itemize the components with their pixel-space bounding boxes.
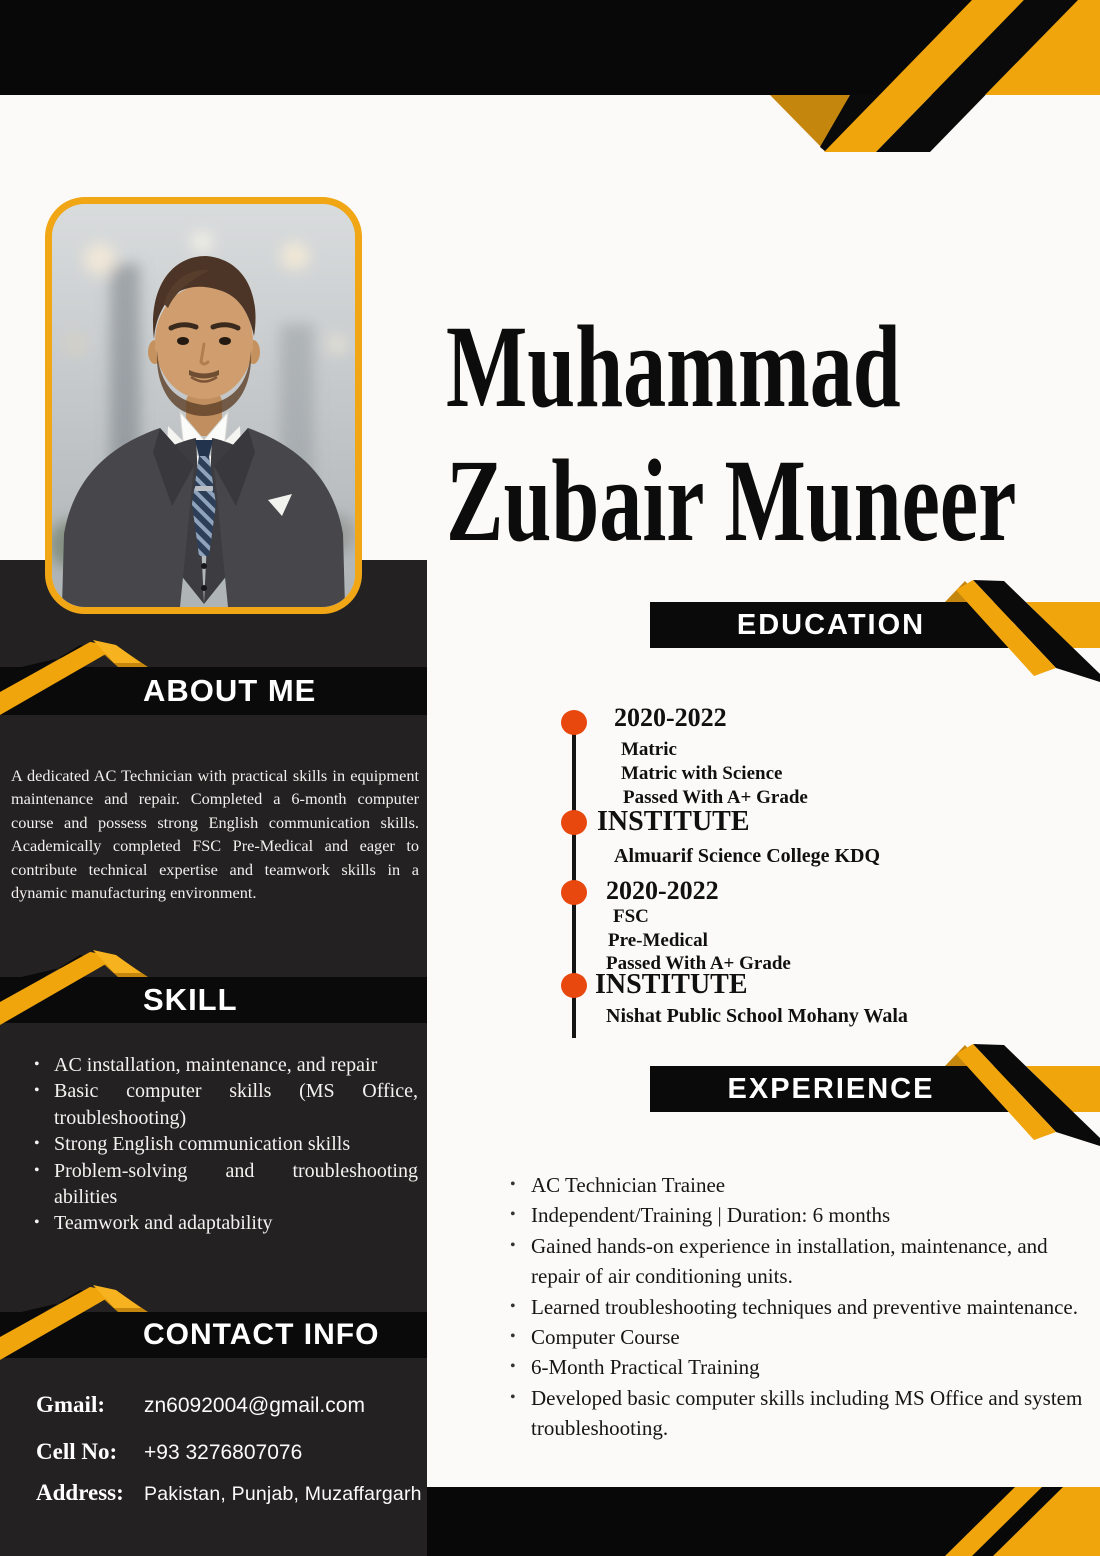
profile-photo xyxy=(45,197,362,614)
experience-item: • 6-Month Practical Training xyxy=(505,1352,1083,1382)
contact-row-gmail xyxy=(36,1392,430,1418)
experience-item: • Independent/Training | Duration: 6 months xyxy=(505,1200,1083,1230)
contact-label: Cell No: xyxy=(36,1439,118,1464)
timeline-dot xyxy=(561,973,587,998)
person-name-line1: Muhammad xyxy=(446,301,901,432)
contact-value-address: Pakistan, Punjab, Muzaffargarh xyxy=(144,1483,422,1505)
education-institute-label: INSTITUTE xyxy=(595,969,748,1000)
experience-item: • AC Technician Trainee xyxy=(505,1170,1083,1200)
skill-item: • Problem-solving and troubleshooting abilities xyxy=(28,1158,418,1211)
about-title: ABOUT ME xyxy=(143,673,317,708)
contact-row-address xyxy=(36,1480,430,1506)
skill-header-ribbon xyxy=(0,940,170,1025)
about-header-ribbon xyxy=(0,630,170,715)
skill-item: • Teamwork and adaptability xyxy=(28,1210,418,1236)
contact-label: Address: xyxy=(36,1480,124,1505)
education-institute: Almuarif Science College KDQ xyxy=(614,845,881,867)
education-detail: Matric xyxy=(621,739,677,760)
education-period: 2020-2022 xyxy=(606,876,719,905)
contact-header-ribbon xyxy=(0,1275,170,1360)
education-institute: Nishat Public School Mohany Wala xyxy=(606,1005,908,1027)
timeline-dot xyxy=(561,810,587,835)
about-text: A dedicated AC Technician with practical skills in equipment maintenance and repair. Completed a 6-month computer course and possess strong English communication skills. Academically completed FSC Pre-Medical and eager to contribute technical expertise and teamwork skills in a dynamic manufacturing environment. xyxy=(11,766,419,903)
education-header-ribbon xyxy=(940,574,1100,682)
education-title: EDUCATION xyxy=(736,608,926,641)
skill-item: • Strong English communication skills xyxy=(28,1131,418,1157)
timeline-dot xyxy=(561,880,587,905)
timeline-dot xyxy=(561,710,587,735)
education-detail: Passed With A+ Grade xyxy=(606,953,791,974)
experience-item: • Gained hands-on experience in installation, maintenance, and repair of air conditioning units. xyxy=(505,1231,1083,1292)
top-right-ribbon-decoration xyxy=(600,0,1100,175)
education-institute-label: INSTITUTE xyxy=(597,806,750,837)
skill-list xyxy=(28,1052,418,1237)
profile-photo-illustration xyxy=(52,204,355,607)
education-detail: Passed With A+ Grade xyxy=(623,787,808,808)
contact-row-cell xyxy=(36,1439,430,1465)
contact-label: Gmail: xyxy=(36,1392,105,1417)
experience-item: • Developed basic computer skills including MS Office and system troubleshooting. xyxy=(505,1383,1083,1444)
bottom-right-ribbon-decoration xyxy=(900,1487,1100,1556)
experience-header-ribbon xyxy=(940,1038,1100,1146)
education-detail: Matric with Science xyxy=(621,763,783,784)
experience-title: EXPERIENCE xyxy=(727,1072,935,1105)
skill-item: • Basic computer skills (MS Office, troubleshooting) xyxy=(28,1078,418,1131)
education-period: 2020-2022 xyxy=(614,703,727,732)
experience-item: • Learned troubleshooting techniques and preventive maintenance. xyxy=(505,1292,1083,1322)
contact-rows xyxy=(36,1392,430,1527)
education-detail: Pre-Medical xyxy=(608,930,708,951)
skill-item: • AC installation, maintenance, and repair xyxy=(28,1052,418,1078)
experience-list xyxy=(505,1170,1083,1444)
contact-value-email: zn6092004@gmail.com xyxy=(144,1394,365,1417)
contact-value-phone: +93 3276807076 xyxy=(144,1441,303,1464)
skill-title: SKILL xyxy=(143,982,238,1017)
experience-item: • Computer Course xyxy=(505,1322,1083,1352)
education-detail: FSC xyxy=(613,906,649,927)
person-name xyxy=(446,300,1016,568)
person-name-line2: Zubair Muneer xyxy=(446,435,1017,566)
contact-title: CONTACT INFO xyxy=(143,1318,380,1351)
